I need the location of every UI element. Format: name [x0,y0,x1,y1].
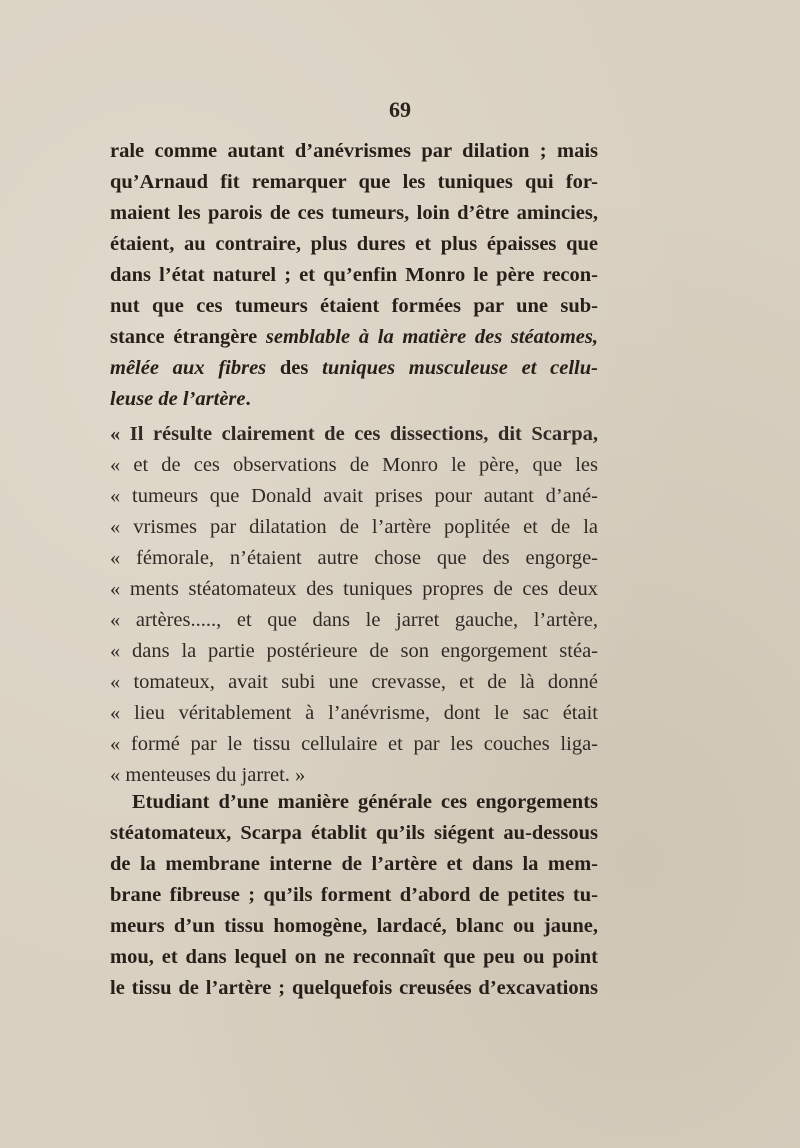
text-line: maient les parois de ces tumeurs, loin d’être amincies, [110,202,598,224]
quote-line: « fémorale, n’étaient autre chose que des engorge- [110,547,598,569]
text-line: meurs d’un tissu homogène, lardacé, blanc ou jaune, [110,915,598,937]
text-line: brane fibreuse ; qu’ils forment d’abord de petites tu- [110,884,598,906]
page-number: 69 [389,97,411,122]
quote-line: « tumeurs que Donald avait prises pour autant d’ané- [110,485,598,507]
paragraph-1 [110,136,598,415]
italic-run: leuse de l’artère [110,388,246,410]
text-line [110,322,598,353]
quote-line: « lieu véritablement à l’anévrisme, dont le sac était [110,702,598,724]
quote-line: « dans la partie postérieure de son engorgement stéa- [110,640,598,662]
quote-line: « menteuses du jarret. » [110,764,306,786]
text-line: stéatomateux, Scarpa établit qu’ils siégent au-dessous [110,822,598,844]
text-run: stance étrangère [110,326,266,348]
text-line [110,384,598,415]
text-line [110,353,598,384]
paragraph-2-quotation [110,419,598,791]
quote-line: « et de ces observations de Monro le père, que les [110,454,598,476]
text-run: des [266,357,323,379]
text-line: rale comme autant d’anévrismes par dilation ; mais [110,140,598,162]
paragraph-3 [110,787,598,1004]
italic-run: mêlée aux fibres [110,357,267,379]
quote-line: « vrismes par dilatation de l’artère poplitée et de la [110,516,598,538]
quote-line: « tomateux, avait subi une crevasse, et de là donné [110,671,598,693]
text-line: dans l’état naturel ; et qu’enfin Monro le père recon- [110,264,598,286]
text-line: nut que ces tumeurs étaient formées par une sub- [110,295,598,317]
text-run: . [245,388,251,410]
italic-run: tuniques musculeuse et cellu- [322,357,598,379]
quote-line: « artères....., et que dans le jarret gauche, l’artère, [110,609,598,631]
text-line: le tissu de l’artère ; quelquefois creusées d’excavations [110,977,598,999]
quote-line: « formé par le tissu cellulaire et par les couches liga- [110,733,598,755]
quote-line: « Il résulte clairement de ces dissections, dit Scarpa, [110,423,598,445]
text-line: étaient, au contraire, plus dures et plus épaisses que [110,233,598,255]
quote-line: « ments stéatomateux des tuniques propres de ces deux [110,578,598,600]
text-line: Etudiant d’une manière générale ces engorgements [132,791,598,813]
text-line: qu’Arnaud fit remarquer que les tuniques qui for- [110,171,598,193]
text-line: de la membrane interne de l’artère et dans la mem- [110,853,598,875]
italic-run: semblable à la matière des stéatomes, [265,326,598,348]
text-line: mou, et dans lequel on ne reconnaît que peu ou point [110,946,598,968]
